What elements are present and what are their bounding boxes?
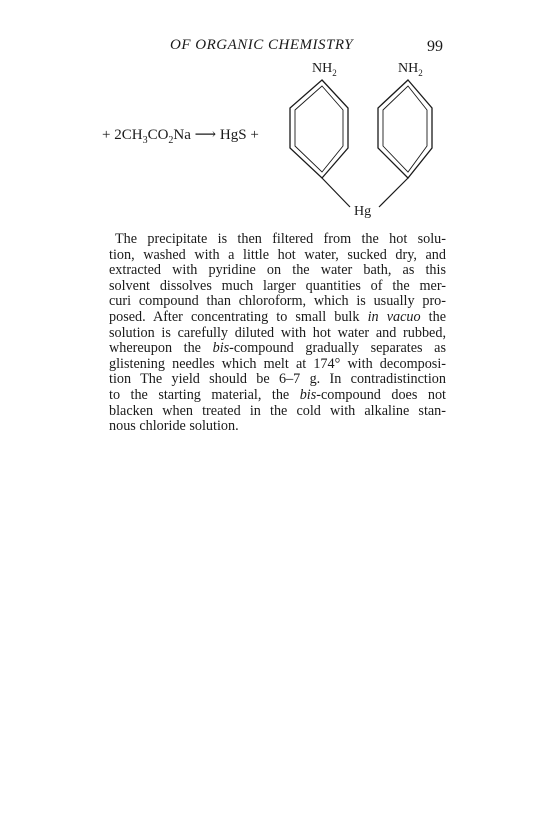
text-line: The precipitate is then filtered from the hot solu- bbox=[115, 231, 446, 247]
reagent-part-3: Na bbox=[173, 127, 191, 143]
reagent-subscript-1: 3 bbox=[142, 135, 148, 146]
reagent-part-2: CO bbox=[147, 127, 169, 143]
reagent-formula bbox=[114, 127, 191, 146]
italic-bis: bis bbox=[299, 386, 317, 403]
hg-label: Hg bbox=[354, 204, 372, 219]
page-number: 99 bbox=[427, 38, 443, 55]
product-formula: HgS bbox=[219, 127, 247, 143]
text-line: whereupon the bis-compound gradually separates as bbox=[109, 340, 446, 357]
reaction-equation bbox=[102, 125, 259, 146]
plus-sign-right: + bbox=[250, 127, 259, 143]
text-line: extracted with pyridine on the water bath, as this bbox=[109, 262, 446, 279]
nh2-label-left: $NH_2$ bbox=[312, 61, 337, 78]
text-line: posed. After concentrating to small bulk in vacuo the bbox=[109, 308, 447, 325]
nh2-label-right: $NH_2$ bbox=[398, 61, 423, 78]
plus-sign-left: + bbox=[102, 127, 111, 143]
body-paragraph bbox=[109, 232, 446, 435]
italic-in-vacuo: in vacuo bbox=[367, 308, 421, 325]
reaction-arrow: ⟶ bbox=[194, 127, 217, 143]
text-line: tion, washed with a little hot water, sucked dry, and bbox=[109, 246, 446, 263]
reagent-subscript-2: 2 bbox=[168, 135, 174, 146]
text-line: solvent dissolves much larger quantities of the mer- bbox=[109, 277, 446, 294]
benzene-ring-right bbox=[378, 80, 432, 178]
running-head: OF ORGANIC CHEMISTRY bbox=[170, 37, 354, 53]
text-line: curi compound than chloroform, which is usually pro- bbox=[109, 293, 446, 310]
text-line: nous chloride solution. bbox=[109, 418, 239, 435]
bond-left-hg bbox=[322, 178, 350, 207]
bond-right-hg bbox=[379, 178, 408, 207]
text-line: blacken when treated in the cold with alkaline stan- bbox=[109, 402, 446, 419]
text-line: to the starting material, the bis-compound does not bbox=[109, 386, 446, 403]
reagent-part-1: 2CH bbox=[114, 127, 143, 143]
text-line: glistening needles which melt at 174° with decomposi- bbox=[109, 355, 446, 372]
italic-bis: bis bbox=[212, 340, 230, 357]
benzene-ring-left bbox=[290, 80, 348, 178]
text-line: solution is carefully diluted with hot water and rubbed, bbox=[109, 324, 446, 341]
text-line: tion The yield should be 6–7 g. In contradistinction bbox=[109, 371, 446, 388]
